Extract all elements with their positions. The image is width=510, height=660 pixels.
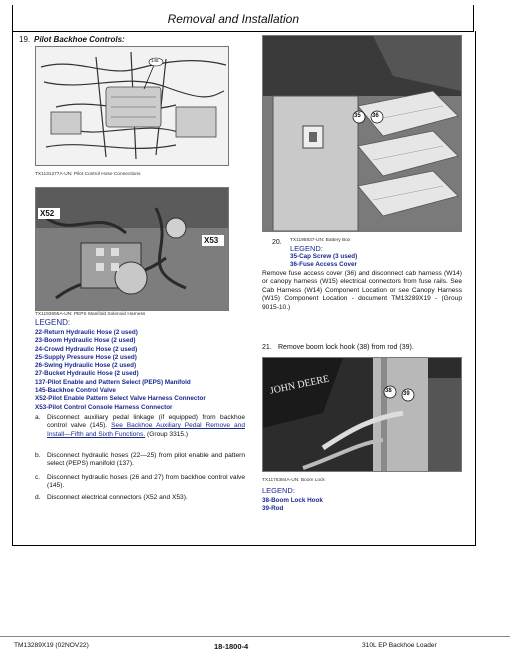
label-x53: X53 — [204, 236, 219, 245]
boom-lock-photo — [263, 358, 461, 471]
legend-item: 38-Boom Lock Hook — [262, 497, 323, 504]
battery-box-photo — [263, 36, 461, 231]
header-right-rule — [473, 5, 474, 31]
substep-label: d. — [35, 494, 41, 501]
callout-38: 38 — [385, 388, 392, 394]
legend-item: 39-Rod — [262, 505, 284, 513]
legend-item: 22-Return Hydraulic Hose (2 used) — [35, 329, 138, 336]
aux-pedal-link[interactable]: See Backhoe Auxiliary Pedal Remove and Install—Fifth and Sixth Functions. — [47, 422, 245, 438]
legend-item: 35-Cap Screw (3 used) — [290, 253, 358, 260]
step-20-text: Remove fuse access cover (36) and disconnect cab harness (W14) or canopy harness (W15) electrical connectors from fuse rails. See Cab Harness (W14) Component Location or see Canopy Harness (W15) Component Location - document TM13289X19 - (Group 9015-10.) — [262, 270, 462, 311]
legend-item: 25-Supply Pressure Hose (2 used) — [35, 353, 137, 361]
footer-rule — [0, 636, 510, 637]
substep-label: b. — [35, 452, 41, 459]
step-19-title: Pilot Backhoe Controls: — [34, 35, 125, 44]
legend-item: X52-Pilot Enable Pattern Select Valve Harness Connector — [35, 395, 206, 403]
step-21-number: 21. — [262, 344, 272, 351]
legend-item: 26-Swing Hydraulic Hose (2 used) — [35, 362, 137, 370]
legend-item: 24-Crowd Hydraulic Hose (2 used) — [35, 345, 138, 353]
legend-item: 23-Boom Hydraulic Hose (2 used) — [35, 337, 136, 345]
header-left-rule — [12, 5, 13, 31]
substep-text: Disconnect hydraulic hoses (22—25) from pilot enable and pattern select (PEPS) manifold (137). — [47, 452, 245, 468]
substep-text: Disconnect electrical connectors (X52 and X53). — [47, 494, 188, 501]
battery-box-image — [262, 35, 462, 232]
step-20-number: 20. — [272, 239, 282, 246]
substep-text — [47, 414, 245, 439]
legend-item: 145-Backhoe Control Valve — [35, 387, 116, 395]
legend-item: 137-Pilot Enable and Pattern Select (PEPS) Manifold — [35, 378, 191, 386]
hose-connections-image — [35, 46, 229, 166]
hose-connections-illustration — [36, 47, 228, 165]
callout-145: 145 — [151, 58, 159, 63]
battery-box-caption: TX1195837-UN: Battery Box — [290, 238, 351, 243]
substep-a-text: Disconnect auxiliary pedal linkage (if equipped) from backhoe control valve (145). — [47, 414, 245, 430]
step-19-legend-title: LEGEND: — [35, 318, 71, 327]
legend-item: 36-Fuse Access Cover — [290, 261, 357, 269]
section-title: Removal and Installation — [167, 12, 299, 26]
step-19-legend — [35, 329, 206, 412]
boom-lock-image — [262, 357, 462, 472]
footer-doc-id: TM13289X19 (02NOV22) — [14, 642, 89, 649]
substep-a-group: (Group 3315.) — [145, 430, 189, 438]
label-x52: X52 — [40, 209, 55, 218]
step-20-legend-title: LEGEND: — [290, 244, 323, 253]
peps-manifold-caption: TX1193655A-UN: PEPS Manifold Solenoid Harness — [35, 312, 146, 317]
substep-label: a. — [35, 414, 41, 421]
hose-connections-caption: TX1131277A-UN: Pilot Control Hose Connections — [35, 172, 141, 177]
legend-item: X53-Pilot Control Console Harness Connector — [35, 403, 173, 411]
page-header — [12, 5, 474, 32]
step-19-number: 19. — [19, 35, 31, 44]
substep-text: Disconnect hydraulic hoses (26 and 27) from backhoe control valve (145). — [47, 474, 245, 490]
peps-manifold-image — [35, 187, 229, 311]
step-20-legend — [290, 253, 357, 270]
footer-page-number: 18-1800-4 — [214, 642, 249, 651]
footer-model: 310L EP Backhoe Loader — [362, 642, 437, 649]
callout-36: 36 — [372, 113, 379, 119]
brand-decal: JOHN DEERE — [269, 373, 331, 397]
substep-label: c. — [35, 474, 41, 481]
step-21-legend — [262, 497, 323, 514]
callout-35: 35 — [354, 113, 361, 119]
peps-manifold-photo — [36, 188, 228, 310]
legend-item: 27-Bucket Hydraulic Hose (2 used) — [35, 370, 139, 378]
step-21-text: Remove boom lock hook (38) from rod (39). — [278, 344, 414, 351]
step-21-legend-title: LEGEND: — [262, 486, 295, 495]
callout-39: 39 — [403, 391, 410, 397]
boom-lock-caption: TX1175384A-UN: Boom Lock — [262, 478, 325, 483]
